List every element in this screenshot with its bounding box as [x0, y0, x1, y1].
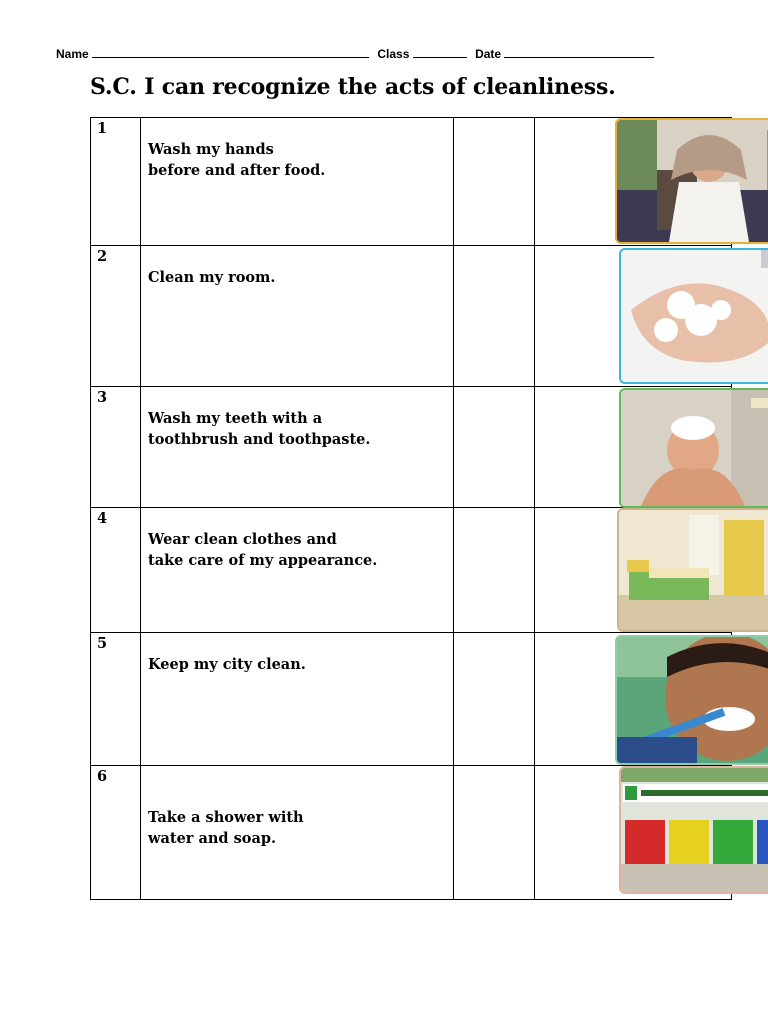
statement-line-1: Clean my room.: [148, 269, 276, 286]
statement-line-1: Wash my teeth with a: [148, 410, 323, 427]
student-info-line: [56, 46, 659, 61]
picture-cell: [535, 118, 732, 246]
worksheet-title: S.C. I can recognize the acts of cleanliness.: [90, 74, 616, 100]
row-number: 4: [91, 508, 141, 633]
answer-cell[interactable]: [454, 633, 535, 766]
statement-cell: [141, 633, 454, 766]
statement-cell: [141, 766, 454, 900]
row-number: 5: [91, 633, 141, 766]
answer-cell[interactable]: [454, 246, 535, 387]
picture-cell: [535, 508, 732, 633]
statement-line-2: toothbrush and toothpaste.: [148, 431, 371, 448]
photo-soapy-hands[interactable]: [619, 248, 768, 384]
answer-cell[interactable]: [454, 766, 535, 900]
statement-line-1: Wash my hands: [148, 141, 274, 158]
statement-line-1: Keep my city clean.: [148, 656, 306, 673]
class-blank[interactable]: [413, 46, 467, 58]
statement-cell: [141, 387, 454, 508]
answer-cell[interactable]: [454, 118, 535, 246]
name-blank[interactable]: [92, 46, 369, 58]
photo-recycling-bins[interactable]: [619, 766, 768, 894]
picture-cell: [535, 387, 732, 508]
table-row: [91, 508, 732, 633]
name-label: Name: [56, 47, 89, 61]
date-blank[interactable]: [504, 46, 654, 58]
statement-line-2: water and soap.: [148, 830, 277, 847]
statement-cell: [141, 246, 454, 387]
picture-cell: [535, 246, 732, 387]
picture-cell: [535, 766, 732, 900]
class-label: Class: [377, 47, 410, 61]
photo-boy-brushing-teeth[interactable]: [615, 635, 768, 765]
picture-cell: [535, 633, 732, 766]
table-row: [91, 633, 732, 766]
table-row: [91, 387, 732, 508]
photo-tidy-bedroom[interactable]: [617, 508, 768, 632]
answer-cell[interactable]: [454, 508, 535, 633]
photo-child-showering[interactable]: [619, 388, 768, 508]
row-number: 3: [91, 387, 141, 508]
statement-line-1: Take a shower with: [148, 809, 304, 826]
matching-table: [90, 117, 732, 900]
table-row: [91, 246, 732, 387]
answer-cell[interactable]: [454, 387, 535, 508]
photo-boy-drying-face[interactable]: [615, 118, 768, 244]
statement-line-1: Wear clean clothes and: [148, 531, 337, 548]
statement-line-2: take care of my appearance.: [148, 552, 378, 569]
statement-cell: [141, 118, 454, 246]
statement-cell: [141, 508, 454, 633]
row-number: 2: [91, 246, 141, 387]
row-number: 1: [91, 118, 141, 246]
table-row: [91, 118, 732, 246]
date-label: Date: [475, 47, 502, 61]
statement-line-2: before and after food.: [148, 162, 326, 179]
row-number: 6: [91, 766, 141, 900]
table-row: [91, 766, 732, 900]
